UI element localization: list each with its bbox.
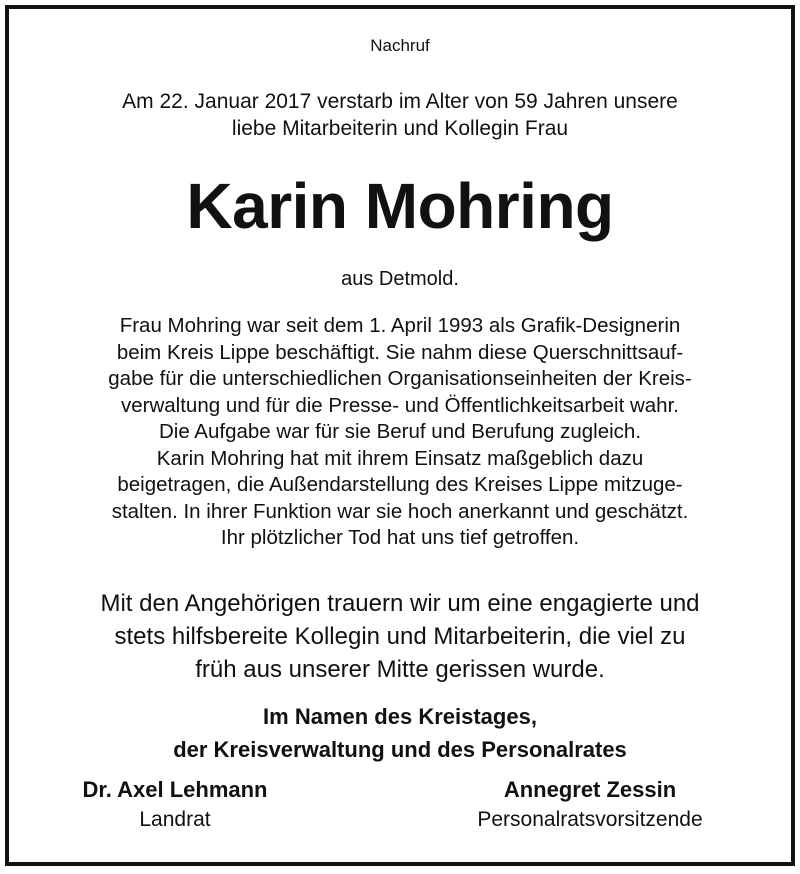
- origin-text: aus Detmold.: [341, 268, 459, 290]
- condolence-line: stets hilfsbereite Kollegin und Mitarbeiterin, die viel zu: [114, 623, 686, 650]
- biography-line: beigetragen, die Außendarstellung des Kreises Lippe mitzuge-: [117, 473, 683, 496]
- biography-line: Ihr plötzlicher Tod hat uns tief getroffen.: [220, 526, 580, 549]
- biography-line: verwaltung und für die Presse- und Öffentlichkeitsarbeit wahr.: [121, 393, 679, 417]
- signoff-line: Im Namen des Kreistages,: [263, 704, 537, 729]
- signer-personalrat: [425, 775, 755, 835]
- signoff-line: der Kreisverwaltung und des Personalrates: [173, 737, 627, 762]
- biography-line: Karin Mohring hat mit ihrem Einsatz maßgeblich dazu: [156, 446, 644, 470]
- biography-line: stalten. In ihrer Funktion war sie hoch anerkannt und geschätzt.: [111, 499, 689, 523]
- signoff-text: [0, 700, 800, 766]
- biography-line: beim Kreis Lippe beschäftigt. Sie nahm diese Querschnittsauf-: [116, 340, 684, 364]
- signer-name: Annegret Zessin: [503, 777, 677, 802]
- signer-role: Personalratsvorsitzende: [477, 808, 703, 831]
- notice-heading: Nachruf: [370, 36, 430, 55]
- deceased-name: Karin Mohring: [186, 170, 614, 242]
- biography-line: Die Aufgabe war für sie Beruf und Berufung zugleich.: [158, 420, 642, 443]
- biography-line: Frau Mohring war seit dem 1. April 1993 als Grafik-Designerin: [119, 314, 681, 337]
- condolence-text: [0, 587, 800, 686]
- condolence-line: früh aus unserer Mitte gerissen wurde.: [195, 656, 605, 683]
- biography-text: [0, 313, 800, 552]
- signer-name: Dr. Axel Lehmann: [82, 777, 268, 802]
- intro-line: Am 22. Januar 2017 verstarb im Alter von 59 Jahren unsere: [122, 90, 678, 113]
- signer-landrat: [40, 775, 310, 835]
- intro-line: liebe Mitarbeiterin und Kollegin Frau: [231, 117, 569, 140]
- condolence-line: Mit den Angehörigen trauern wir um eine engagierte und: [100, 590, 700, 617]
- intro-text: [0, 88, 800, 142]
- signer-role: Landrat: [139, 808, 211, 831]
- biography-line: gabe für die unterschiedlichen Organisationseinheiten der Kreis-: [108, 367, 692, 390]
